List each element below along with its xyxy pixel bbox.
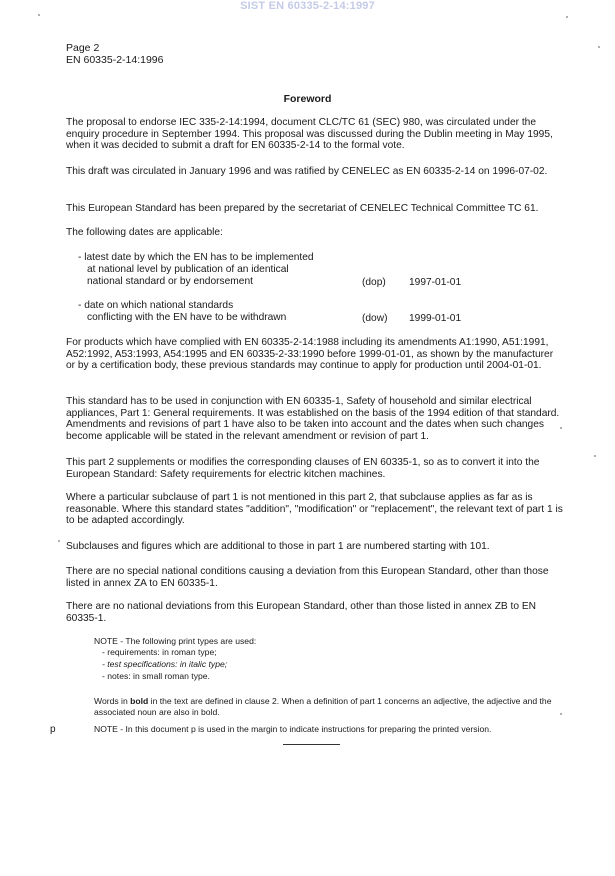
paragraph-proposal: The proposal to endorse IEC 335-2-14:1994, document CLC/TC 61 (SEC) 980, was circulated under the enquiry procedure in September 1994. This proposal was discussed during the Dublin meeting in May 1995, when it was decided to submit a draft for EN 60335-2-14 to the formal vote. [66,117,553,152]
paragraph-products: For products which have complied with EN 60335-2-14:1988 including its amendments A1:1990, A51:1991, A52:1992, A53:1993, A54:1995 and EN 60335-2-33:1990 before 1999-01-01, as shown by the manufacturer or by a certification body, these previous standards may continue to apply for production until 2004-01-01. [66,337,554,372]
bold-note-pre: Words in [94,696,131,706]
dop-label: (dop) [362,277,386,288]
watermark: SIST EN 60335-2-14:1997 [240,0,375,12]
bold-definition-note [94,696,554,717]
scan-speck [566,16,568,18]
note-intro: NOTE - The following print types are used: [94,636,257,646]
note-item-notes: - notes: in small roman type. [102,671,210,681]
bold-note-bold-word: bold [130,696,149,706]
scan-speck [38,14,40,16]
paragraph-dates-intro: The following dates are applicable: [66,227,223,238]
paragraph-special-conditions: There are no special national conditions causing a deviation from this European Standard, other than those listed in annex ZA to EN 60335-1. [66,566,549,589]
paragraph-subclause: Where a particular subclause of part 1 is not mentioned in this part 2, that subclause applies as far as is reasonable. Where this standard states "addition", "modification" or "replacement", the relevant text of part 1 is to be adapted accordingly. [66,492,563,527]
margin-p-marker: p [50,724,56,735]
scan-speck [560,427,562,429]
date-item-dow-line1: - date on which national standards [78,300,234,311]
paragraph-part2: This part 2 supplements or modifies the corresponding clauses of EN 60335-1, so as to convert it into the European Standard: Safety requirements for electric kitchen machines. [66,457,540,480]
note-item-test-specifications: - test specifications: in italic type; [102,659,228,669]
standard-number: EN 60335-2-14:1996 [66,54,164,66]
scan-speck [560,713,562,715]
scan-speck [598,46,600,48]
scan-speck [58,540,60,542]
page-number: Page 2 [66,42,100,54]
bold-note-post: in the text are defined in clause 2. When a definition of part 1 concerns an adjective, the adjective and the associated noun are also in bold. [94,696,552,717]
foreword-title: Foreword [283,93,332,105]
paragraph-conjunction: This standard has to be used in conjunction with EN 60335-1, Safety of household and similar electrical appliances, Part 1: General requirements. It was established on the basis of the 1994 edition of that standard. Amendments and revisions of part 1 have also to be taken into account and the dates when such changes become applicable will be stated in the relevant amendment or revision of part 1. [66,396,560,442]
dow-date: 1999-01-01 [409,313,462,324]
end-rule [283,744,340,745]
date-item-dop-line3: national standard or by endorsement [87,276,253,287]
date-item-dop-line2: at national level by publication of an identical [87,264,289,275]
date-item-dop-line1: - latest date by which the EN has to be implemented [78,252,314,263]
paragraph-numbering: Subclauses and figures which are additional to those in part 1 are numbered starting with 101. [66,541,490,552]
scan-speck [594,455,596,457]
paragraph-national-deviations: There are no national deviations from this European Standard, other than those listed in annex ZB to EN 60335-1. [66,601,537,624]
date-item-dow-line2: conflicting with the EN have to be withdrawn [87,312,287,323]
note-item-requirements: - requirements: in roman type; [102,647,217,657]
dop-date: 1997-01-01 [409,277,462,288]
paragraph-draft: This draft was circulated in January 1996 and was ratified by CENELEC as EN 60335-2-14 on 1996-07-02. [66,166,548,177]
paragraph-secretariat: This European Standard has been prepared by the secretariat of CENELEC Technical Committee TC 61. [66,203,539,214]
dow-label: (dow) [362,313,388,324]
final-note: NOTE - In this document p is used in the margin to indicate instructions for preparing the printed version. [94,724,492,734]
